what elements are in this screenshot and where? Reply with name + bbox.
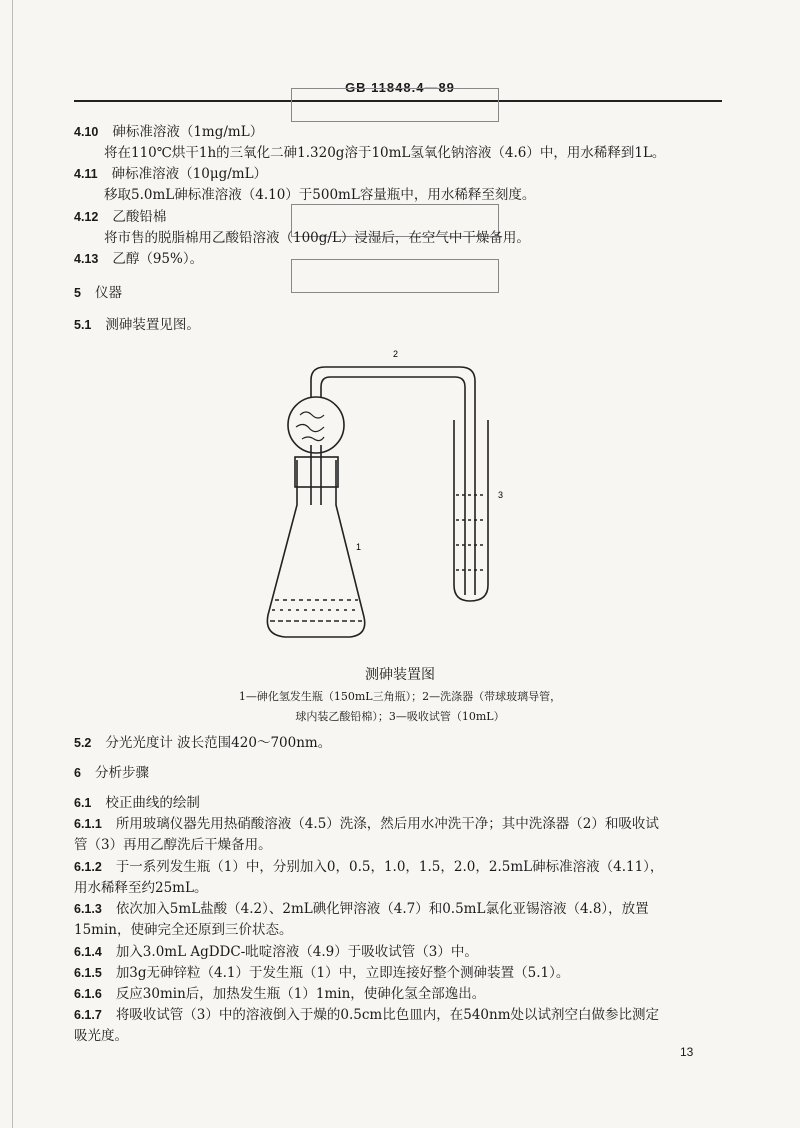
item-6-1-3-cont: 15min，使砷完全还原到三价状态。 [74, 922, 293, 938]
item-6-1-7: 6.1.7 将吸收试管（3）中的溶液倒入于燥的0.5cm比色皿内，在540nm处以试剂空白做参比测定 [74, 1007, 659, 1023]
item-4-12: 4.12 乙酸铅棉 [74, 209, 167, 225]
item-4-11: 4.11 砷标准溶液（10μg/mL） [74, 166, 268, 182]
item-6-1-2-cont: 用水稀释至约25mL。 [74, 880, 208, 896]
figure-caption-title: 测砷装置图 [365, 667, 435, 683]
flask-stopper [295, 457, 338, 487]
blank-box-3 [291, 259, 499, 293]
item-5-2: 5.2 分光光度计 波长范围420～700nm。 [74, 735, 332, 751]
item-6-1-1-cont: 管（3）再用乙醇洗后干燥备用。 [74, 837, 272, 853]
label-3: 3 [498, 490, 504, 500]
section-6-heading: 6 分析步骤 [74, 765, 149, 781]
item-4-11-body: 移取5.0mL砷标准溶液（4.10）于500mL容量瓶中，用水稀释至刻度。 [104, 187, 536, 203]
item-4-10: 4.10 砷标准溶液（1mg/mL） [74, 124, 264, 140]
label-1: 1 [356, 542, 362, 552]
item-6-1-5: 6.1.5 加3g无砷锌粒（4.1）于发生瓶（1）中，立即连接好整个测砷装置（5.1）。 [74, 965, 570, 981]
section-5-heading: 5 仪器 [74, 285, 122, 301]
item-4-12-body: 将市售的脱脂棉用乙酸铅溶液（100g/L）浸湿后，在空气中干燥备用。 [104, 230, 530, 246]
item-5-1: 5.1 测砷装置见图。 [74, 317, 200, 333]
item-6-1: 6.1 校正曲线的绘制 [74, 795, 200, 811]
item-6-1-7-cont: 吸光度。 [74, 1028, 128, 1044]
standard-code: GB 11848.4—89 [345, 80, 455, 95]
item-6-1-6: 6.1.6 反应30min后，加热发生瓶（1）1min，使砷化氢全部逸出。 [74, 986, 486, 1002]
item-6-1-4: 6.1.4 加入3.0mL AgDDC-吡啶溶液（4.9）于吸收试管（3）中。 [74, 944, 478, 960]
label-2: 2 [393, 349, 399, 359]
figure-caption-line-1: 1—砷化氢发生瓶（150mL三角瓶）；2—洗涤器（带球玻璃导管， [238, 690, 562, 703]
absorption-tube [454, 420, 488, 601]
binding-margin-line [12, 0, 13, 1128]
figure-caption-line-2: 球内装乙酸铅棉）；3—吸收试管（10mL） [295, 710, 505, 723]
page-number: 13 [680, 1045, 694, 1059]
item-6-1-2: 6.1.2 于一系列发生瓶（1）中，分别加入0，0.5，1.0，1.5，2.0，2.5mL砷标准溶液（4.11）， [74, 859, 664, 875]
blank-box-1 [291, 88, 499, 122]
washer-bulb [288, 397, 344, 453]
item-4-10-body: 将在110℃烘干1h的三氧化二砷1.320g溶于10mL氢氧化钠溶液（4.6）中，用水稀释到1L。 [104, 145, 666, 161]
item-6-1-3: 6.1.3 依次加入5mL盐酸（4.2）、2mL碘化钾溶液（4.7）和0.5mL氯化亚锡溶液（4.8），放置 [74, 901, 649, 917]
item-4-13: 4.13 乙醇（95%）。 [74, 251, 204, 267]
item-6-1-1: 6.1.1 所用玻璃仪器先用热硝酸溶液（4.5）洗涤，然后用水冲洗干净；其中洗涤器（2）和吸收试 [74, 816, 659, 832]
arsenic-apparatus-figure [250, 345, 560, 645]
